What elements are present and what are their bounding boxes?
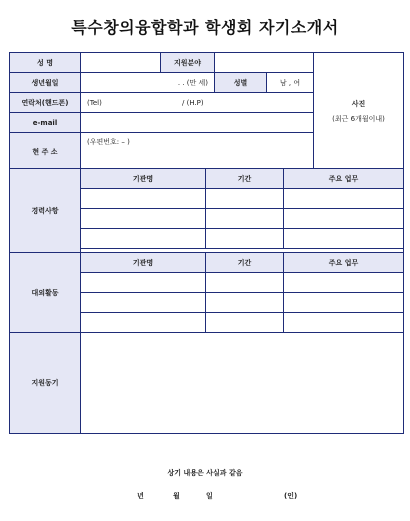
- career-header-period: 기간: [206, 169, 284, 189]
- statement-text: 상기 내용은 사실과 같음: [167, 469, 243, 477]
- field-value[interactable]: [215, 53, 314, 73]
- activities-header-duty: 주요 업무: [284, 253, 404, 273]
- sign-month: 월: [173, 492, 180, 500]
- cell[interactable]: [284, 209, 404, 229]
- cell[interactable]: [206, 189, 284, 209]
- cell[interactable]: [284, 229, 404, 249]
- phone-field[interactable]: [81, 93, 314, 113]
- birth-field[interactable]: . . (만 세): [81, 73, 215, 93]
- motive-field[interactable]: [81, 333, 404, 434]
- cell[interactable]: [81, 189, 206, 209]
- photo-box[interactable]: [314, 53, 404, 171]
- gender-label: 성별: [215, 73, 267, 93]
- gender-field[interactable]: 남 , 여: [267, 73, 314, 93]
- photo-label: 사진: [351, 100, 366, 108]
- cell[interactable]: [206, 229, 284, 249]
- personal-info-table: [9, 52, 404, 171]
- cell[interactable]: [206, 293, 284, 313]
- activities-label: 대외활동: [10, 253, 81, 333]
- name-label: 성 명: [10, 53, 81, 73]
- activities-header-org: 기관명: [81, 253, 206, 273]
- phone-tel: (Tel): [87, 98, 102, 107]
- sign-day: 일: [206, 492, 213, 500]
- cell[interactable]: [284, 189, 404, 209]
- cell[interactable]: [81, 209, 206, 229]
- address-field[interactable]: (우편번호: – ): [81, 133, 314, 171]
- career-header-org: 기관명: [81, 169, 206, 189]
- cell[interactable]: [81, 293, 206, 313]
- sign-seal: (인): [284, 492, 298, 500]
- career-label: 경력사항: [10, 169, 81, 253]
- activities-header-period: 기간: [206, 253, 284, 273]
- address-label: 현 주 소: [10, 133, 81, 171]
- document-title: 특수창의융합학과 학생회 자기소개서: [71, 18, 339, 37]
- email-label: e-mail: [10, 113, 81, 133]
- cell[interactable]: [206, 273, 284, 293]
- name-field[interactable]: [81, 53, 161, 73]
- cell[interactable]: [206, 209, 284, 229]
- cell[interactable]: [206, 313, 284, 333]
- career-header-duty: 주요 업무: [284, 169, 404, 189]
- email-field[interactable]: [81, 113, 314, 133]
- photo-note: (최근 6개월이내): [332, 115, 385, 123]
- detail-table: [9, 168, 404, 434]
- sign-year: 년: [137, 492, 144, 500]
- field-label: 지원분야: [161, 53, 215, 73]
- cell[interactable]: [284, 313, 404, 333]
- cell[interactable]: [284, 293, 404, 313]
- phone-hp: / (H.P): [182, 98, 204, 107]
- cell[interactable]: [81, 273, 206, 293]
- birth-label: 생년월일: [10, 73, 81, 93]
- cell[interactable]: [284, 273, 404, 293]
- cell[interactable]: [81, 313, 206, 333]
- cell[interactable]: [81, 229, 206, 249]
- motive-label: 지원동기: [10, 333, 81, 434]
- phone-label: 연락처(핸드폰): [10, 93, 81, 113]
